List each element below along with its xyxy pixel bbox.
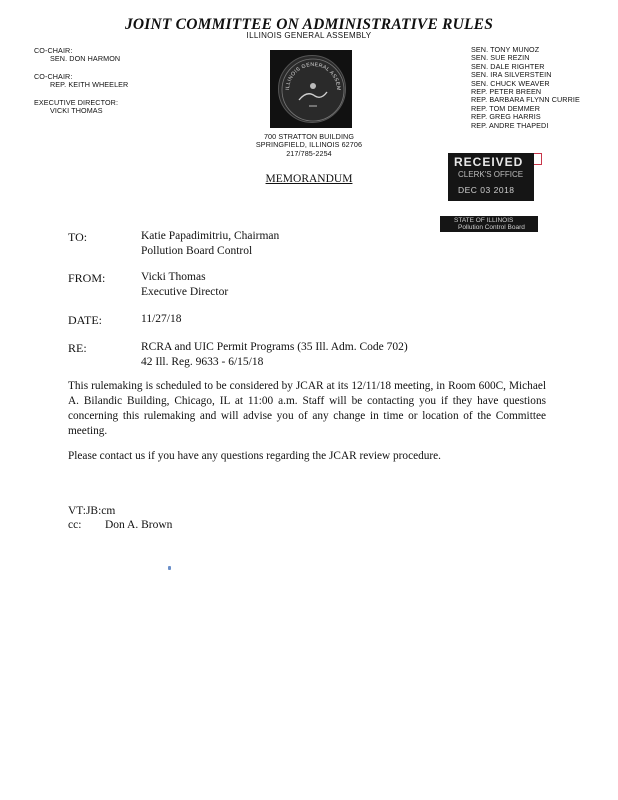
body-paragraph-2: Please contact us if you have any questions regarding the JCAR review procedure.: [68, 450, 442, 462]
re-line-2: 42 Ill. Reg. 9633 - 6/15/18: [141, 356, 264, 368]
received-stamp-title: RECEIVED: [454, 155, 524, 169]
from-label: FROM:: [68, 271, 106, 285]
stamp-red-mark: [534, 153, 542, 165]
address-phone: 217/785-2254: [286, 148, 332, 158]
member-item: REP. ANDRE THAPEDI: [471, 120, 549, 130]
to-name: Katie Papadimitriu, Chairman: [141, 230, 280, 242]
cc-label: cc:: [68, 519, 82, 531]
co-chair-label-1: CO-CHAIR:: [34, 46, 73, 55]
scan-speck: [168, 566, 171, 570]
seal-lettering: ILLINOIS GENERAL ASSEM: [284, 61, 342, 91]
date-value: 11/27/18: [141, 313, 182, 325]
to-recipient: [141, 229, 279, 259]
committee-subtitle: ILLINOIS GENERAL ASSEMBLY: [246, 31, 372, 40]
member-item: SEN. CHUCK WEAVER: [471, 78, 550, 88]
co-chair-name-1: SEN. DON HARMON: [50, 54, 121, 63]
re-line-1: RCRA and UIC Permit Programs (35 Ill. Adm. Code 702): [141, 341, 408, 353]
from-name: Vicki Thomas: [141, 271, 206, 283]
member-item: REP. PETER BREEN: [471, 86, 542, 96]
state-board-stamp: [440, 216, 538, 232]
memorandum-heading: MEMORANDUM: [265, 173, 353, 185]
cc-name: Don A. Brown: [105, 519, 173, 531]
member-item: REP. BARBARA FLYNN CURRIE: [471, 95, 580, 105]
members-list: [471, 46, 580, 130]
address-line-2: SPRINGFIELD, ILLINOIS 62706: [255, 140, 363, 150]
received-stamp-office: CLERK'S OFFICE: [458, 170, 524, 179]
member-item: SEN. IRA SILVERSTEIN: [471, 70, 552, 80]
co-chair-label-2: CO-CHAIR:: [34, 72, 73, 81]
member-item: SEN. DALE RIGHTER: [471, 61, 545, 71]
reference-initials: VT:JB:cm: [68, 505, 116, 517]
state-stamp-line-1: STATE OF ILLINOIS: [454, 217, 514, 224]
seal-emblem-icon: [278, 55, 346, 123]
address-line-1: 700 STRATTON BUILDING: [263, 132, 355, 141]
executive-director-name: VICKI THOMAS: [50, 106, 103, 115]
co-chair-name-2: REP. KEITH WHEELER: [50, 80, 129, 89]
member-item: REP. TOM DEMMER: [471, 103, 540, 113]
committee-title: JOINT COMMITTEE ON ADMINISTRATIVE RULES: [124, 16, 494, 33]
body-paragraph-1: This rulemaking is scheduled to be considered by JCAR at its 12/11/18 meeting, in Room 600C, Michael A. Bilandic Building, Chicago, IL at 11:00 a.m. Staff will be contacting you if they have questions concerning this rulemaking and will advise you of any change in time or location of the Committee meeting.: [68, 380, 546, 437]
re-subject: [141, 340, 408, 370]
date-label: DATE:: [68, 313, 102, 327]
state-stamp-line-2: Pollution Control Board: [458, 224, 525, 231]
member-item: REP. GREG HARRIS: [471, 112, 541, 122]
from-sender: [141, 270, 228, 300]
received-stamp-date: DEC 03 2018: [458, 185, 515, 195]
member-item: SEN. TONY MUNOZ: [471, 45, 540, 54]
re-label: RE:: [68, 341, 87, 355]
member-item: SEN. SUE REZIN: [471, 53, 530, 63]
to-label: TO:: [68, 230, 88, 244]
to-organization: Pollution Board Control: [141, 245, 253, 257]
from-title: Executive Director: [141, 286, 229, 298]
executive-director-label: EXECUTIVE DIRECTOR:: [34, 98, 119, 107]
